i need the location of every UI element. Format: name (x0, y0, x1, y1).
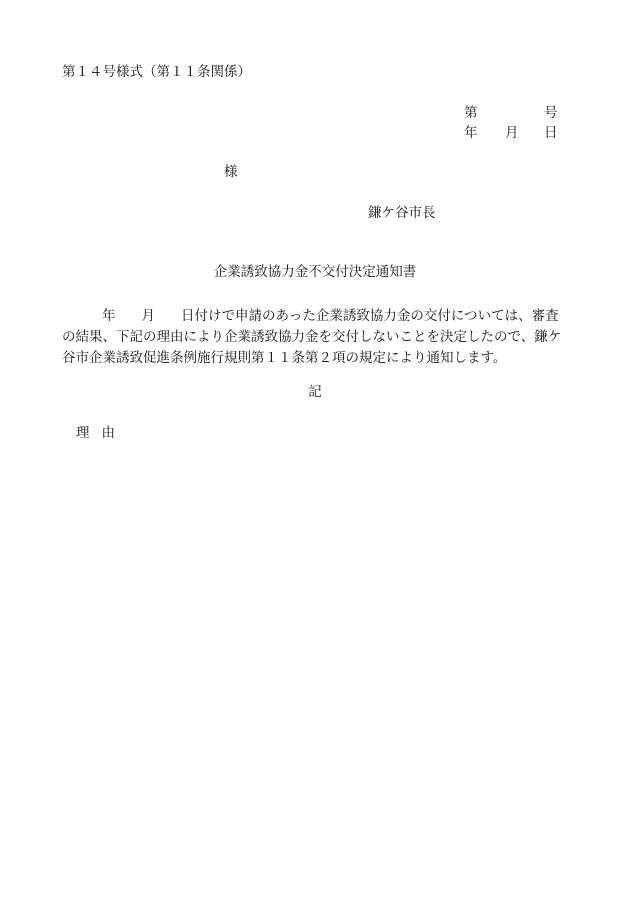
document-number-label: 第 (464, 105, 478, 121)
sender-name: 鎌ケ谷市長 (368, 205, 436, 221)
date-year-label: 年 (464, 125, 478, 141)
addressee-honorific: 様 (224, 164, 238, 180)
reason-label: 理由 (76, 425, 127, 441)
body-paragraph (62, 306, 562, 369)
body-line-1-text: 日付けで申請のあった企業誘致協力金の交付については、審査 (181, 308, 559, 324)
body-line-1 (62, 306, 558, 327)
date-day-label: 日 (544, 125, 558, 141)
body-line-3: 谷市企業誘致促進条例施行規則第１１条第２項の規定により通知します。 (62, 350, 507, 366)
date-month-label: 月 (505, 125, 519, 141)
body-month-label: 月 (141, 308, 155, 324)
form-number: 第１４号様式（第１１条関係） (62, 64, 251, 80)
document-title: 企業誘致協力金不交付決定通知書 (213, 264, 417, 280)
document-number-suffix: 号 (544, 105, 558, 121)
body-line-2: の結果、下記の理由により企業誘致協力金を交付しないことを決定したので、鎌ケ (62, 329, 562, 345)
body-year-label: 年 (102, 308, 116, 324)
ki-heading: 記 (308, 384, 322, 400)
